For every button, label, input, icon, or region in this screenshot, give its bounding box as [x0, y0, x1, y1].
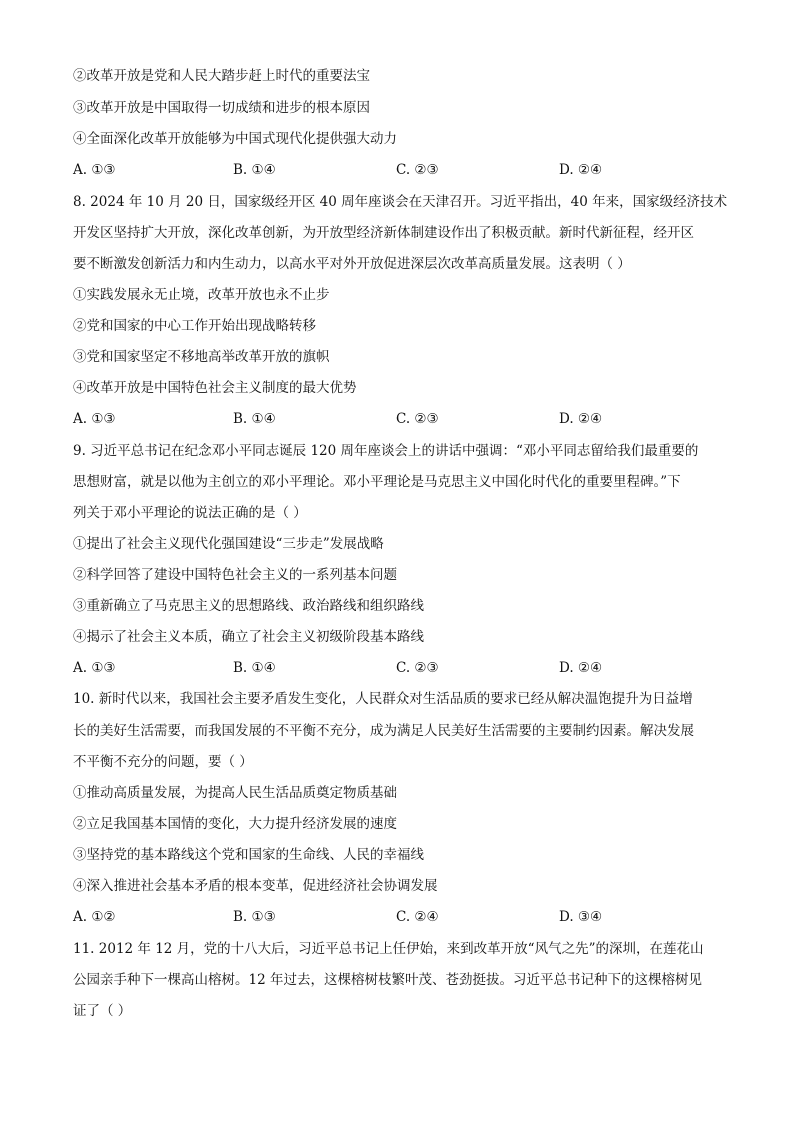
q9-stem-line-1: 9. 习近平总书记在纪念邓小平同志诞辰 120 周年座谈会上的讲话中强调：“邓小平同志留给我们最重要的 [73, 443, 699, 459]
q10-choice-d: D. ③④ [559, 909, 603, 925]
q10-option-4: ④深入推进社会基本矛盾的根本变革，促进经济社会协调发展 [73, 878, 438, 894]
q9-stem-line-2: 思想财富，就是以他为主创立的邓小平理论。邓小平理论是马克思主义中国化时代化的重要里程碑。”下 [73, 474, 681, 490]
q9-choice-d: D. ②④ [559, 660, 603, 676]
q11-stem-line-2: 公园亲手种下一棵高山榕树。12 年过去，这棵榕树枝繁叶茂、苍劲挺拔。习近平总书记种下的这棵榕树见 [73, 972, 702, 988]
q7-choice-b: B. ①④ [233, 162, 276, 178]
q10-stem-line-2: 长的美好生活需要，而我国发展的不平衡不充分，成为满足人民美好生活需要的主要制约因素。解决发展 [73, 723, 694, 739]
q10-choice-a: A. ①② [73, 909, 116, 925]
q8-option-4: ④改革开放是中国特色社会主义制度的最大优势 [73, 380, 357, 396]
q7-choice-c: C. ②③ [396, 162, 439, 178]
q7-option-2: ②改革开放是党和人民大踏步赶上时代的重要法宝 [73, 68, 370, 84]
q8-stem-line-2: 开发区坚持扩大开放，深化改革创新，为开放型经济新体制建设作出了积极贡献。新时代新征程，经开区 [73, 225, 694, 241]
q9-choice-b: B. ①④ [233, 660, 276, 676]
q7-option-3: ③改革开放是中国取得一切成绩和进步的根本原因 [73, 100, 370, 116]
q8-answer-choices [73, 409, 733, 429]
q9-option-2: ②科学回答了建设中国特色社会主义的一系列基本问题 [73, 567, 397, 583]
q10-option-2: ②立足我国基本国情的变化，大力提升经济发展的速度 [73, 816, 397, 832]
q8-choice-d: D. ②④ [559, 411, 603, 427]
q9-choice-a: A. ①③ [73, 660, 116, 676]
q8-stem-line-3: 要不断激发创新活力和内生动力，以高水平对外开放促进深层次改革高质量发展。这表明（ ） [73, 256, 631, 272]
q10-stem-line-1: 10. 新时代以来，我国社会主要矛盾发生变化，人民群众对生活品质的要求已经从解决温饱提升为日益增 [73, 691, 693, 707]
q8-choice-b: B. ①④ [233, 411, 276, 427]
q10-choice-c: C. ②④ [396, 909, 439, 925]
q10-stem-line-3: 不平衡不充分的问题，要（ ） [73, 754, 253, 770]
q10-answer-choices [73, 907, 733, 927]
q10-option-3: ③坚持党的基本路线这个党和国家的生命线、人民的幸福线 [73, 847, 424, 863]
q8-option-1: ①实践发展永无止境，改革开放也永不止步 [73, 287, 330, 303]
q7-option-4: ④全面深化改革开放能够为中国式现代化提供强大动力 [73, 131, 397, 147]
q7-choice-a: A. ①③ [73, 162, 116, 178]
q11-stem-line-3: 证了（ ） [73, 1003, 132, 1019]
q9-option-3: ③重新确立了马克思主义的思想路线、政治路线和组织路线 [73, 598, 424, 614]
q9-stem-line-3: 列关于邓小平理论的说法正确的是（ ） [73, 505, 307, 521]
q7-answer-choices [73, 160, 733, 180]
q10-choice-b: B. ①③ [233, 909, 276, 925]
q8-stem-line-1: 8. 2024 年 10 月 20 日，国家级经开区 40 周年座谈会在天津召开。习近平指出，40 年来，国家级经济技术 [73, 194, 728, 210]
q9-option-4: ④揭示了社会主义本质，确立了社会主义初级阶段基本路线 [73, 629, 424, 645]
q8-choice-c: C. ②③ [396, 411, 439, 427]
q9-answer-choices [73, 658, 733, 678]
q10-option-1: ①推动高质量发展，为提高人民生活品质奠定物质基础 [73, 785, 397, 801]
q8-option-2: ②党和国家的中心工作开始出现战略转移 [73, 318, 316, 334]
q8-choice-a: A. ①③ [73, 411, 116, 427]
q8-option-3: ③党和国家坚定不移地高举改革开放的旗帜 [73, 349, 330, 365]
q7-choice-d: D. ②④ [559, 162, 603, 178]
q11-stem-line-1: 11. 2012 年 12 月，党的十八大后，习近平总书记上任伊始，来到改革开放“风气之先”的深圳，在莲花山 [73, 941, 704, 957]
q9-choice-c: C. ②③ [396, 660, 439, 676]
q9-option-1: ①提出了社会主义现代化强国建设“三步走”发展战略 [73, 536, 384, 552]
